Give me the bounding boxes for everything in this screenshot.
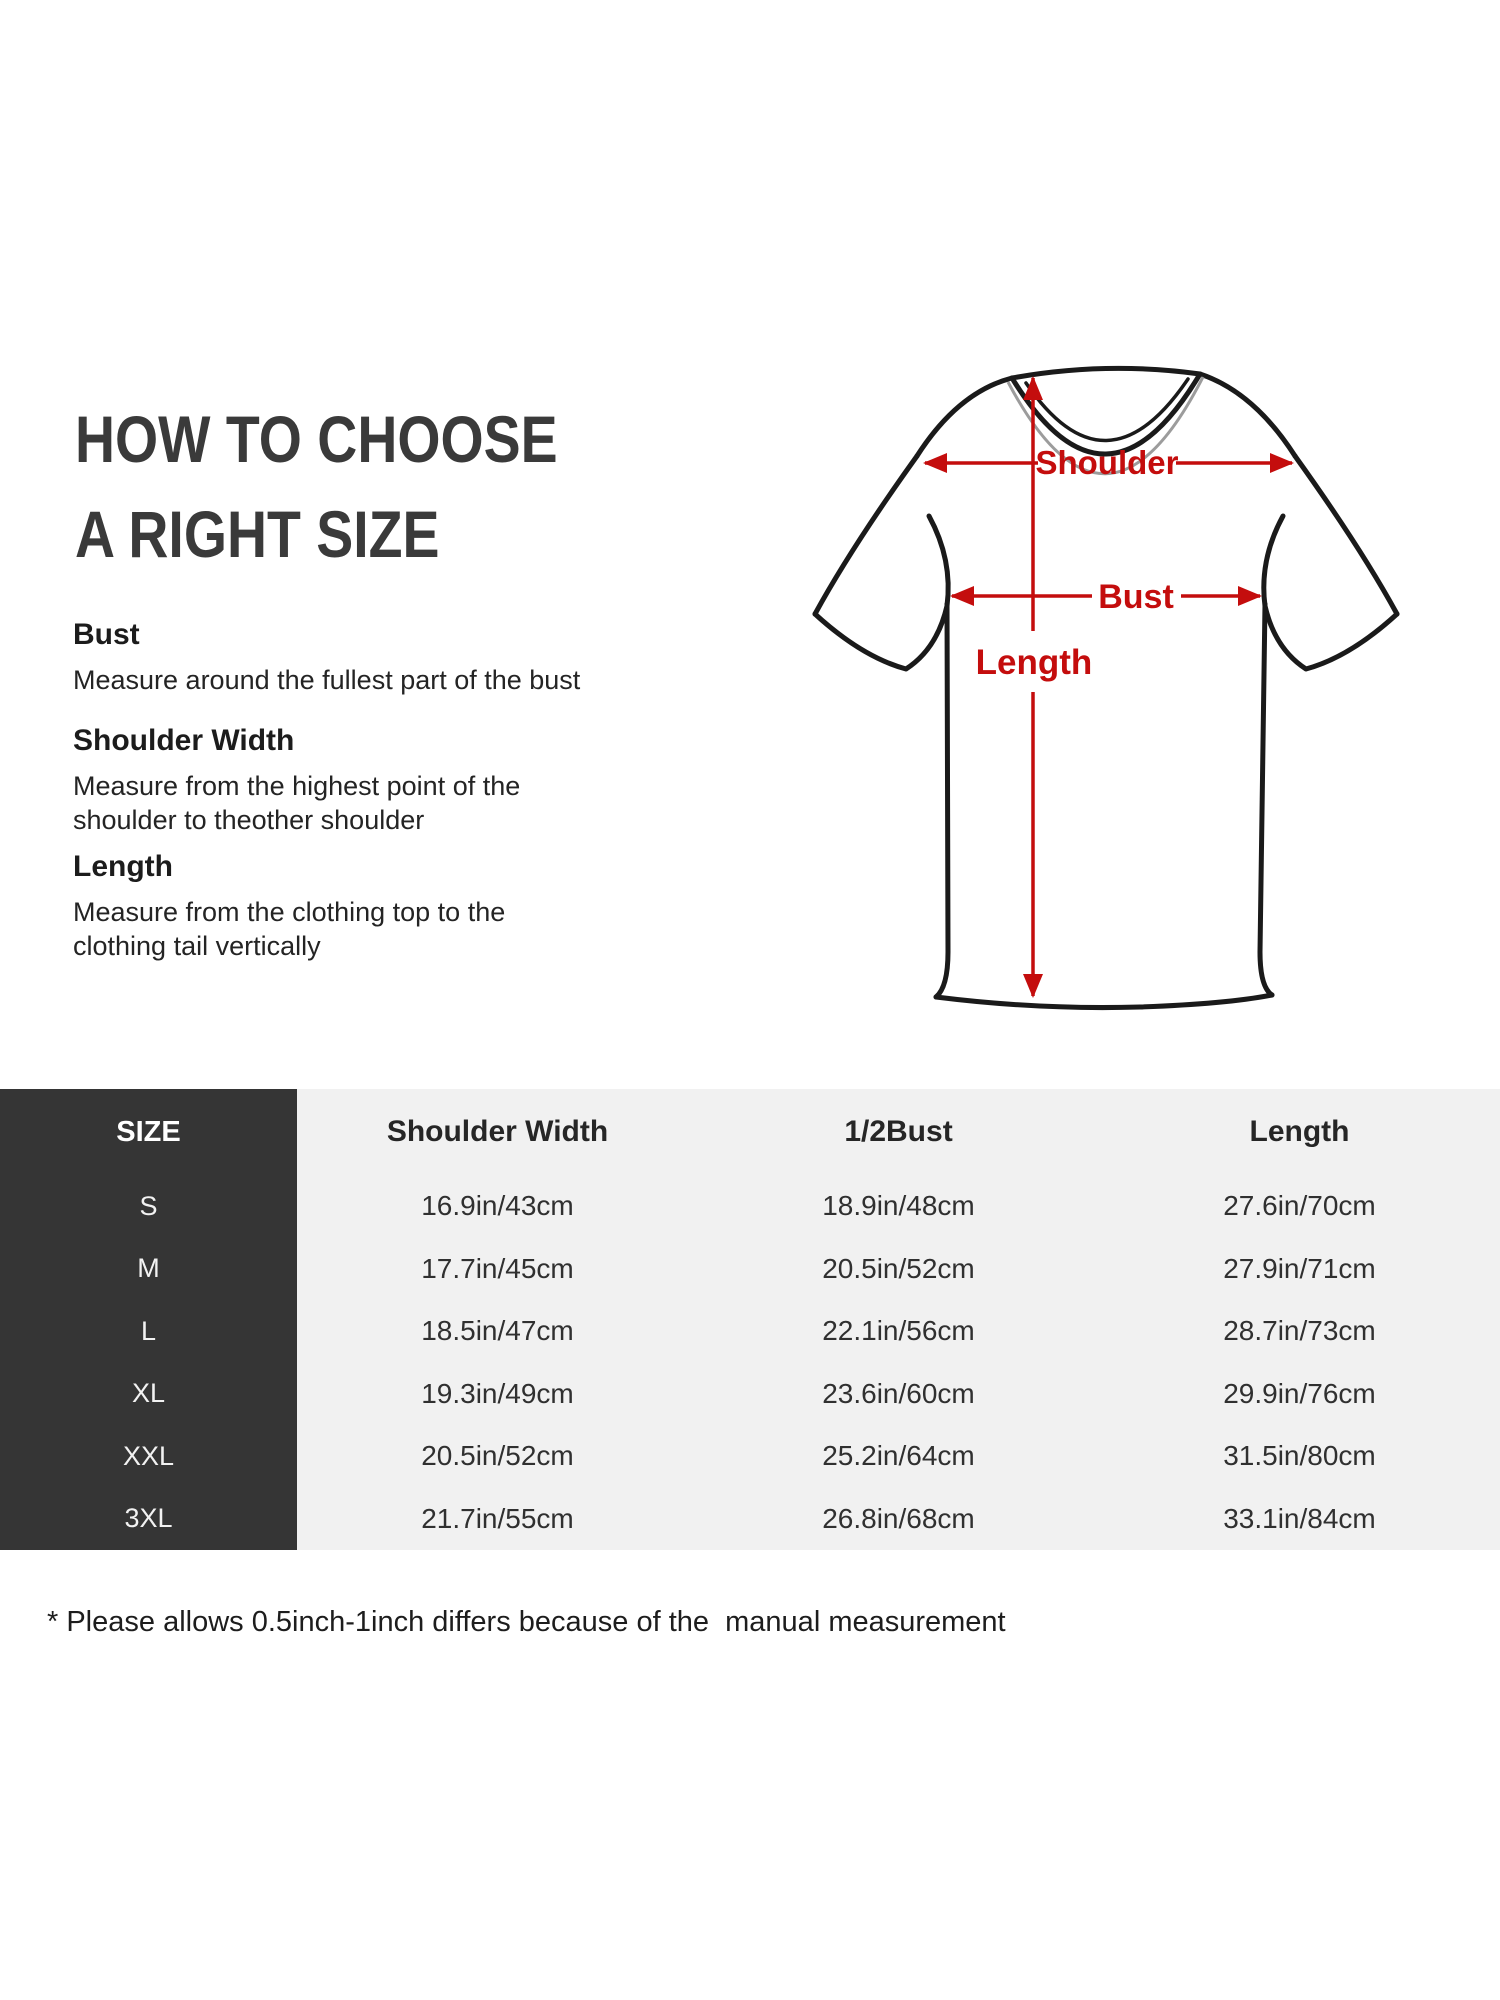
cell-xl-bust: 23.6in/60cm [698,1363,1099,1426]
cell-m-bust: 20.5in/52cm [698,1238,1099,1301]
size-chart-table [0,1089,1500,1550]
row-label-s: S [0,1175,297,1238]
cell-m-shoulder: 17.7in/45cm [297,1238,698,1301]
cell-3xl-length: 33.1in/84cm [1099,1488,1500,1551]
tshirt-measurement-diagram [760,300,1460,1060]
row-label-m: M [0,1238,297,1301]
cell-s-bust: 18.9in/48cm [698,1175,1099,1238]
page-title-line1: HOW TO CHOOSE [75,402,558,476]
cell-s-shoulder: 16.9in/43cm [297,1175,698,1238]
measurement-disclaimer: * Please allows 0.5inch-1inch differs because of the manual measurement [47,1606,1006,1638]
cell-xxl-length: 31.5in/80cm [1099,1425,1500,1488]
column-header-shoulder-width: Shoulder Width [297,1089,698,1175]
row-label-xl: XL [0,1363,297,1426]
cell-xl-shoulder: 19.3in/49cm [297,1363,698,1426]
instruction-shoulder-width [73,724,633,837]
page-title-line2: A RIGHT SIZE [75,497,440,571]
cell-m-length: 27.9in/71cm [1099,1238,1500,1301]
instruction-bust-text: Measure around the fullest part of the bust [73,665,581,695]
length-arrow-label: Length [975,643,1093,682]
instruction-length [73,850,633,963]
column-header-half-bust: 1/2Bust [698,1089,1099,1175]
column-header-size: SIZE [0,1089,297,1175]
cell-xxl-shoulder: 20.5in/52cm [297,1425,698,1488]
instruction-shoulder-width-text: shoulder to theother shoulder [73,805,425,835]
cell-xl-length: 29.9in/76cm [1099,1363,1500,1426]
shoulder-arrow-label: Shoulder [1035,444,1179,481]
cell-l-shoulder: 18.5in/47cm [297,1300,698,1363]
instruction-bust [73,618,633,697]
instruction-shoulder-width-text: Measure from the highest point of the [73,771,521,801]
instruction-length-heading: Length [73,850,173,883]
instruction-length-text: clothing tail vertically [73,931,321,961]
bust-arrow-label: Bust [1098,578,1174,616]
page-title [75,392,558,582]
row-label-3xl: 3XL [0,1488,297,1551]
cell-3xl-shoulder: 21.7in/55cm [297,1488,698,1551]
cell-xxl-bust: 25.2in/64cm [698,1425,1099,1488]
column-header-length: Length [1099,1089,1500,1175]
row-label-xxl: XXL [0,1425,297,1488]
instruction-shoulder-width-heading: Shoulder Width [73,724,295,757]
cell-l-length: 28.7in/73cm [1099,1300,1500,1363]
instruction-length-text: Measure from the clothing top to the [73,897,506,927]
row-label-l: L [0,1300,297,1363]
cell-3xl-bust: 26.8in/68cm [698,1488,1099,1551]
cell-s-length: 27.6in/70cm [1099,1175,1500,1238]
instruction-bust-heading: Bust [73,618,140,651]
cell-l-bust: 22.1in/56cm [698,1300,1099,1363]
